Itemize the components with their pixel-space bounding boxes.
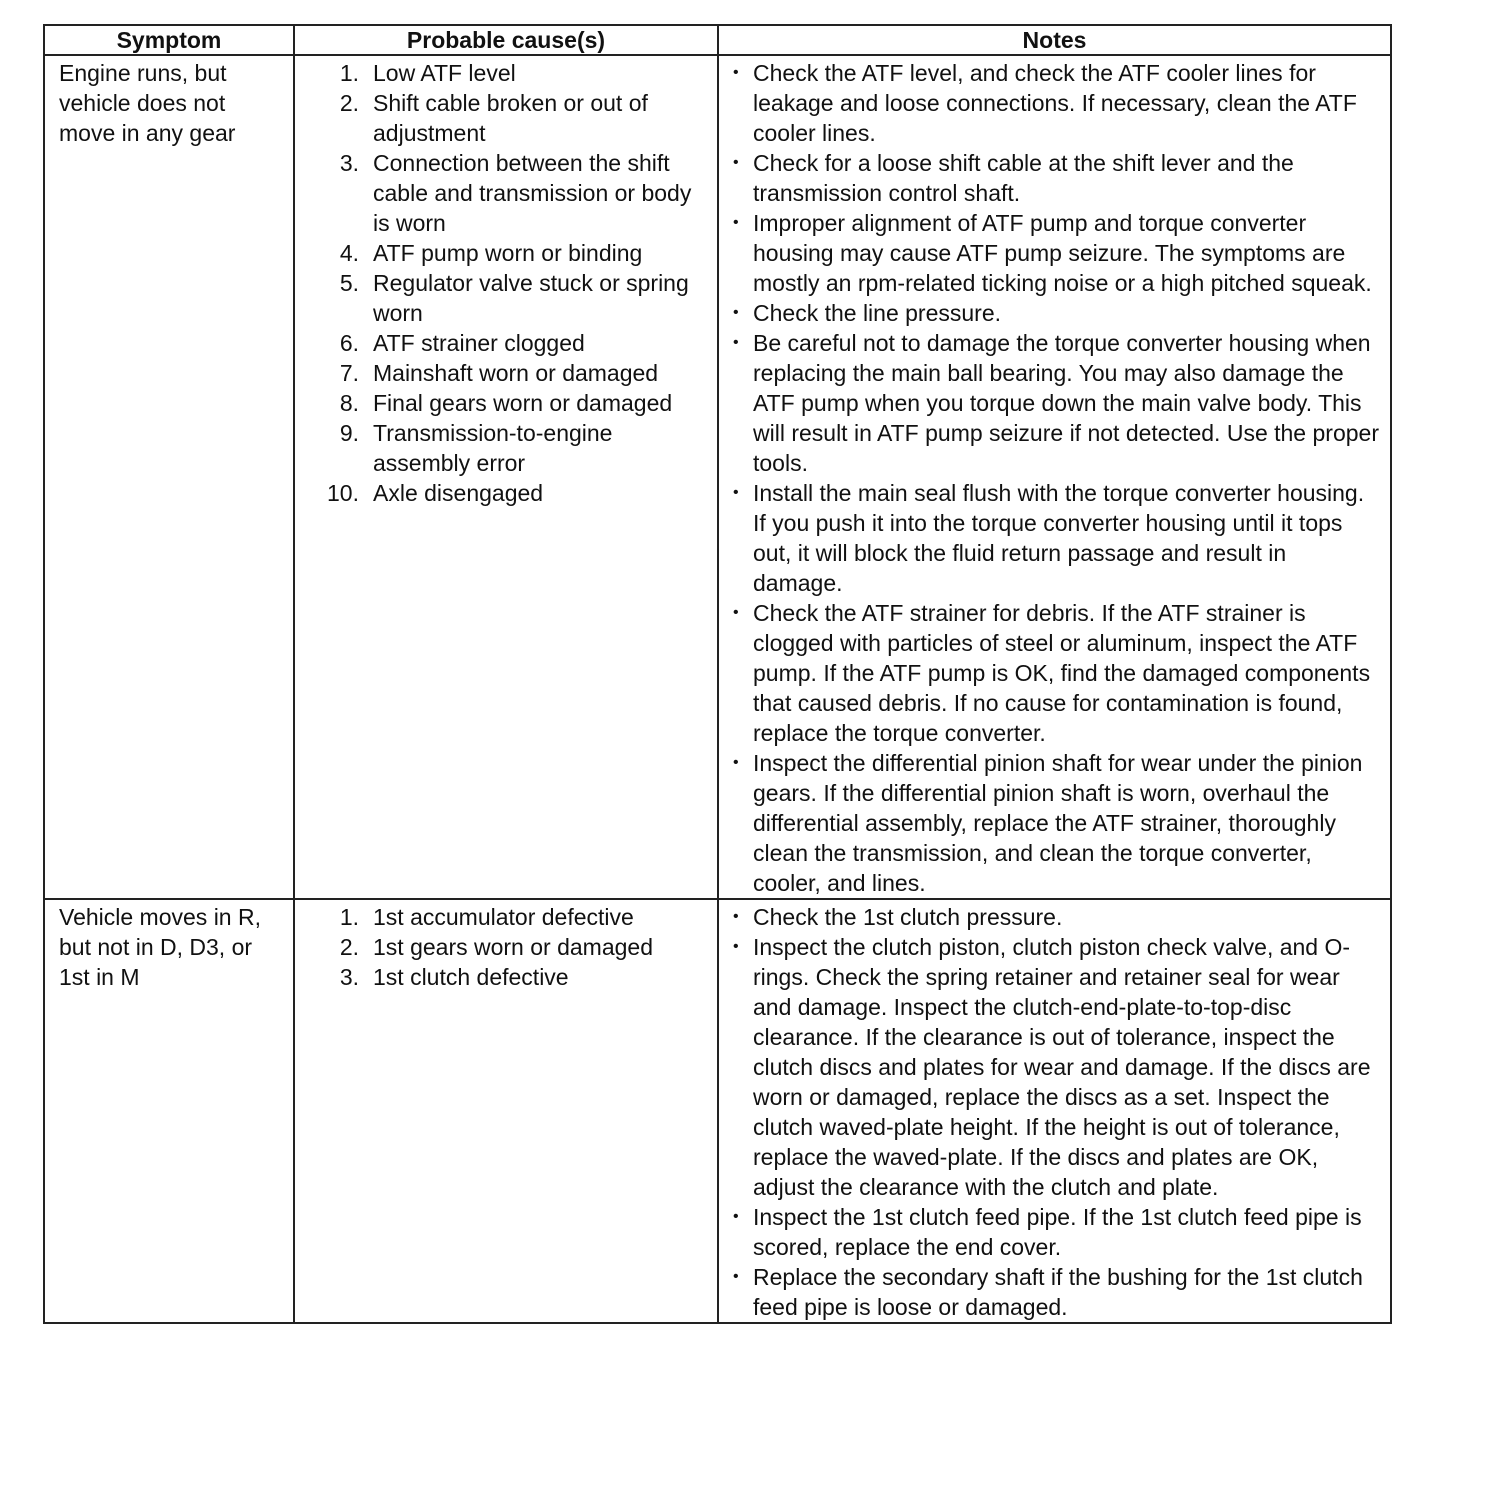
note-item — [733, 932, 1382, 1202]
cause-item — [315, 358, 711, 388]
note-text: Replace the secondary shaft if the bushing for the 1st clutch feed pipe is loose or damaged. — [753, 1264, 1363, 1320]
table-row — [44, 899, 1391, 1323]
cause-number: 4. — [339, 240, 359, 266]
bullet-icon: • — [733, 1208, 739, 1225]
table-header-row — [44, 25, 1391, 55]
cause-text: ATF strainer clogged — [373, 330, 585, 356]
header-probable-causes: Probable cause(s) — [294, 25, 718, 55]
note-text: Check the 1st clutch pressure. — [753, 904, 1063, 930]
note-item — [733, 902, 1382, 932]
notes-cell — [718, 55, 1391, 899]
cause-number: 6. — [339, 330, 359, 356]
cause-text: 1st gears worn or damaged — [373, 934, 653, 960]
cause-text: 1st clutch defective — [373, 964, 569, 990]
cause-number: 3. — [339, 964, 359, 990]
note-text: Check the ATF level, and check the ATF cooler lines for leakage and loose connections. If necessary, clean the ATF cooler lines. — [753, 60, 1357, 146]
header-notes: Notes — [718, 25, 1391, 55]
header-symptom: Symptom — [44, 25, 294, 55]
causes-cell — [294, 899, 718, 1323]
bullet-icon: • — [733, 604, 739, 621]
cause-list — [315, 58, 711, 508]
bullet-icon: • — [733, 908, 739, 925]
note-item — [733, 298, 1382, 328]
notes-cell — [718, 899, 1391, 1323]
causes-cell — [294, 55, 718, 899]
note-item — [733, 1262, 1382, 1322]
note-item — [733, 1202, 1382, 1262]
cause-number: 5. — [339, 270, 359, 296]
bullet-icon: • — [733, 304, 739, 321]
cause-number: 8. — [339, 390, 359, 416]
cause-item — [315, 88, 711, 148]
symptom-cell: Vehicle moves in R, but not in D, D3, or 1st in M — [44, 899, 294, 1323]
cause-text: Mainshaft worn or damaged — [373, 360, 659, 386]
cause-text: Transmission-to-engine assembly error — [373, 420, 613, 476]
cause-text: ATF pump worn or binding — [373, 240, 643, 266]
note-text: Install the main seal flush with the torque converter housing. If you push it into the torque converter housing until it tops out, it will block the fluid return passage and result in damage. — [753, 480, 1365, 596]
table-row — [44, 55, 1391, 899]
cause-item — [315, 58, 711, 88]
cause-item — [315, 148, 711, 238]
cause-item — [315, 268, 711, 328]
note-text: Inspect the differential pinion shaft for wear under the pinion gears. If the differential pinion shaft is worn, overhaul the differential assembly, replace the ATF strainer, thoroughly clean the transmission, and clean the torque converter, cooler, and lines. — [753, 750, 1363, 896]
cause-number: 3. — [339, 150, 359, 176]
note-item — [733, 58, 1382, 148]
cause-number: 1. — [339, 904, 359, 930]
bullet-icon: • — [733, 154, 739, 171]
note-text: Check for a loose shift cable at the shift lever and the transmission control shaft. — [753, 150, 1294, 206]
cause-item — [315, 238, 711, 268]
note-item — [733, 478, 1382, 598]
note-text: Check the line pressure. — [753, 300, 1002, 326]
cause-text: 1st accumulator defective — [373, 904, 634, 930]
note-text: Inspect the clutch piston, clutch piston check valve, and O-rings. Check the spring retainer and retainer seal for wear and damage. Inspect the clutch-end-plate-to-top-disc clearance. If the clearance is out of tolerance, inspect the clutch discs and plates for wear and damage. If the discs are worn or damaged, replace the discs as a set. Inspect the clutch waved-plate height. If the height is out of tolerance, replace the waved-plate. If the discs and plates are OK, adjust the clearance with the clutch and plate. — [753, 934, 1371, 1200]
note-item — [733, 328, 1382, 478]
note-item — [733, 208, 1382, 298]
bullet-icon: • — [733, 334, 739, 351]
cause-item — [315, 478, 711, 508]
cause-item — [315, 418, 711, 478]
note-list — [733, 902, 1382, 1322]
note-item — [733, 148, 1382, 208]
note-item — [733, 598, 1382, 748]
cause-text: Connection between the shift cable and transmission or body is worn — [373, 150, 692, 236]
cause-item — [315, 328, 711, 358]
cause-item — [315, 932, 711, 962]
troubleshooting-table-container — [43, 24, 1390, 1324]
cause-text: Axle disengaged — [373, 480, 544, 506]
cause-number: 2. — [339, 90, 359, 116]
note-text: Be careful not to damage the torque converter housing when replacing the main ball bearing. You may also damage the ATF pump when you torque down the main valve body. This will result in ATF pump seizure if not detected. Use the proper tools. — [753, 330, 1379, 476]
cause-number: 2. — [339, 934, 359, 960]
note-text: Inspect the 1st clutch feed pipe. If the 1st clutch feed pipe is scored, replace the end cover. — [753, 1204, 1362, 1260]
cause-number: 7. — [339, 360, 359, 386]
bullet-icon: • — [733, 754, 739, 771]
bullet-icon: • — [733, 214, 739, 231]
table-body — [44, 55, 1391, 1323]
note-list — [733, 58, 1382, 898]
bullet-icon: • — [733, 1268, 739, 1285]
note-text: Improper alignment of ATF pump and torque converter housing may cause ATF pump seizure. The symptoms are mostly an rpm-related ticking noise or a high pitched squeak. — [753, 210, 1372, 296]
note-text: Check the ATF strainer for debris. If the ATF strainer is clogged with particles of steel or aluminum, inspect the ATF pump. If the ATF pump is OK, find the damaged components that caused debris. If no cause for contamination is found, replace the torque converter. — [753, 600, 1371, 746]
bullet-icon: • — [733, 64, 739, 81]
cause-text: Final gears worn or damaged — [373, 390, 673, 416]
cause-item — [315, 388, 711, 418]
cause-item — [315, 962, 711, 992]
bullet-icon: • — [733, 938, 739, 955]
cause-item — [315, 902, 711, 932]
symptom-cell: Engine runs, but vehicle does not move in any gear — [44, 55, 294, 899]
troubleshooting-table — [43, 24, 1392, 1324]
cause-text: Low ATF level — [373, 60, 516, 86]
cause-text: Shift cable broken or out of adjustment — [373, 90, 648, 146]
cause-number: 1. — [339, 60, 359, 86]
bullet-icon: • — [733, 484, 739, 501]
cause-number: 9. — [339, 420, 359, 446]
cause-text: Regulator valve stuck or spring worn — [373, 270, 689, 326]
note-item — [733, 748, 1382, 898]
cause-number: 10. — [327, 480, 359, 506]
cause-list — [315, 902, 711, 992]
